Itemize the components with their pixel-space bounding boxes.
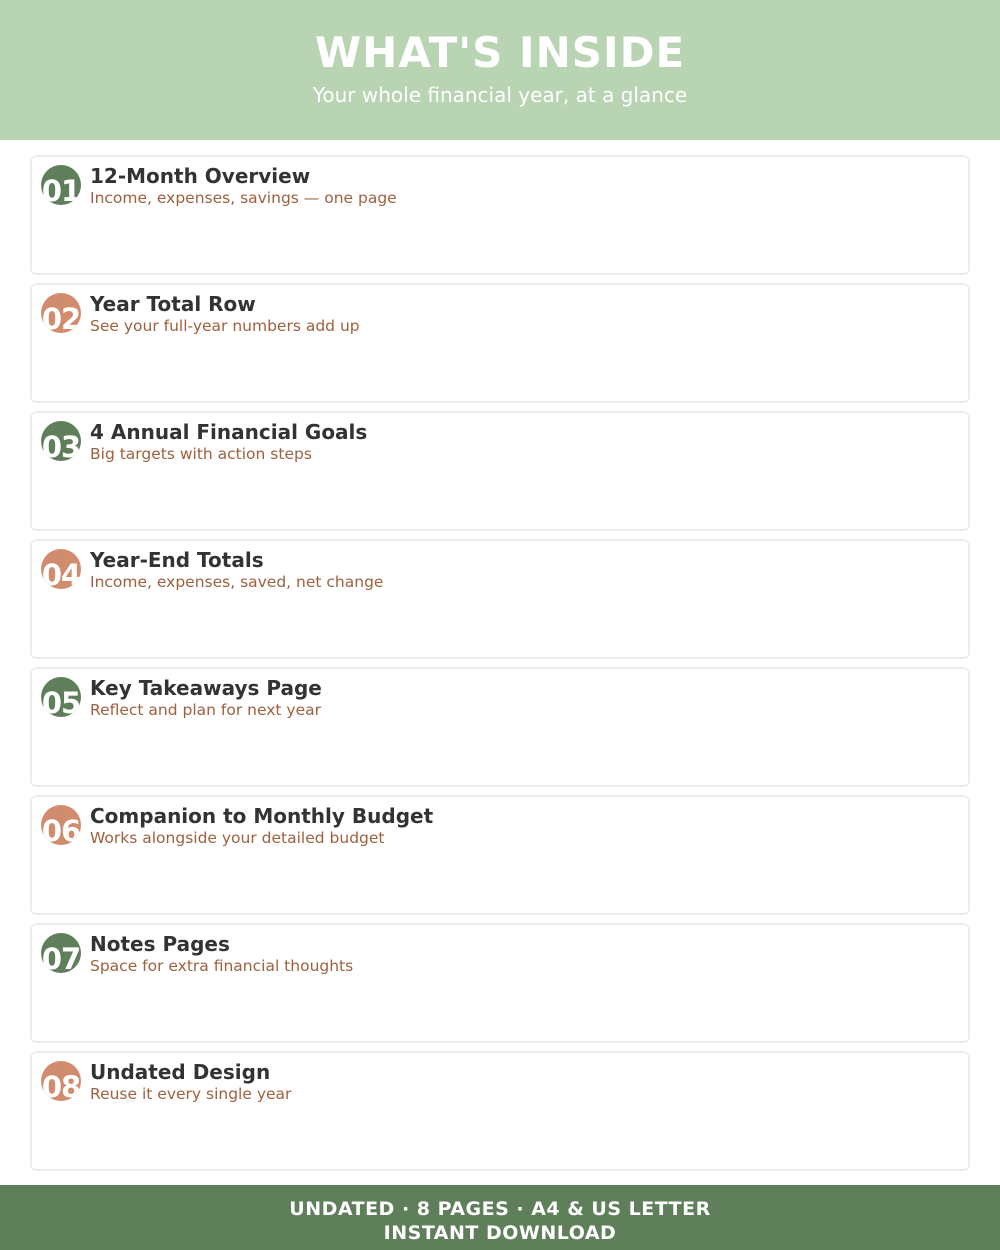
- header-banner: [0, 0, 1000, 140]
- feature-number-badge: 05: [41, 677, 81, 717]
- page-title: WHAT'S INSIDE: [314, 28, 686, 77]
- feature-description: Reuse it every single year: [90, 1085, 292, 1103]
- feature-title: Year-End Totals: [90, 548, 264, 572]
- feature-card: [30, 795, 970, 915]
- feature-card: [30, 411, 970, 531]
- feature-number-badge: 07: [41, 933, 81, 973]
- feature-description: Income, expenses, savings — one page: [90, 189, 397, 207]
- feature-number-badge: 04: [41, 549, 81, 589]
- feature-title: Key Takeaways Page: [90, 676, 322, 700]
- feature-card: [30, 283, 970, 403]
- feature-number-badge: 01: [41, 165, 81, 205]
- feature-number-badge: 03: [41, 421, 81, 461]
- feature-card: [30, 1051, 970, 1171]
- feature-title: 4 Annual Financial Goals: [90, 420, 368, 444]
- feature-title: Undated Design: [90, 1060, 271, 1084]
- page-subtitle: Your whole financial year, at a glance: [312, 83, 688, 107]
- feature-description: Big targets with action steps: [90, 445, 312, 463]
- feature-card: [30, 923, 970, 1043]
- feature-number-badge: 08: [41, 1061, 81, 1101]
- feature-card: [30, 539, 970, 659]
- feature-description: Reflect and plan for next year: [90, 701, 322, 719]
- feature-title: Companion to Monthly Budget: [90, 804, 434, 828]
- feature-number-badge: 06: [41, 805, 81, 845]
- feature-title: Notes Pages: [90, 932, 230, 956]
- footer-specs: UNDATED · 8 PAGES · A4 & US LETTER: [289, 1198, 711, 1220]
- feature-description: Space for extra financial thoughts: [90, 957, 354, 975]
- footer-banner: [0, 1185, 1000, 1250]
- feature-number-badge: 02: [41, 293, 81, 333]
- feature-card: [30, 667, 970, 787]
- feature-list: [30, 155, 970, 1179]
- feature-card: [30, 155, 970, 275]
- feature-description: Works alongside your detailed budget: [90, 829, 385, 847]
- feature-description: Income, expenses, saved, net change: [90, 573, 384, 591]
- footer-download: INSTANT DOWNLOAD: [383, 1222, 617, 1244]
- feature-title: Year Total Row: [90, 292, 256, 316]
- feature-description: See your full-year numbers add up: [90, 317, 360, 335]
- feature-title: 12-Month Overview: [90, 164, 311, 188]
